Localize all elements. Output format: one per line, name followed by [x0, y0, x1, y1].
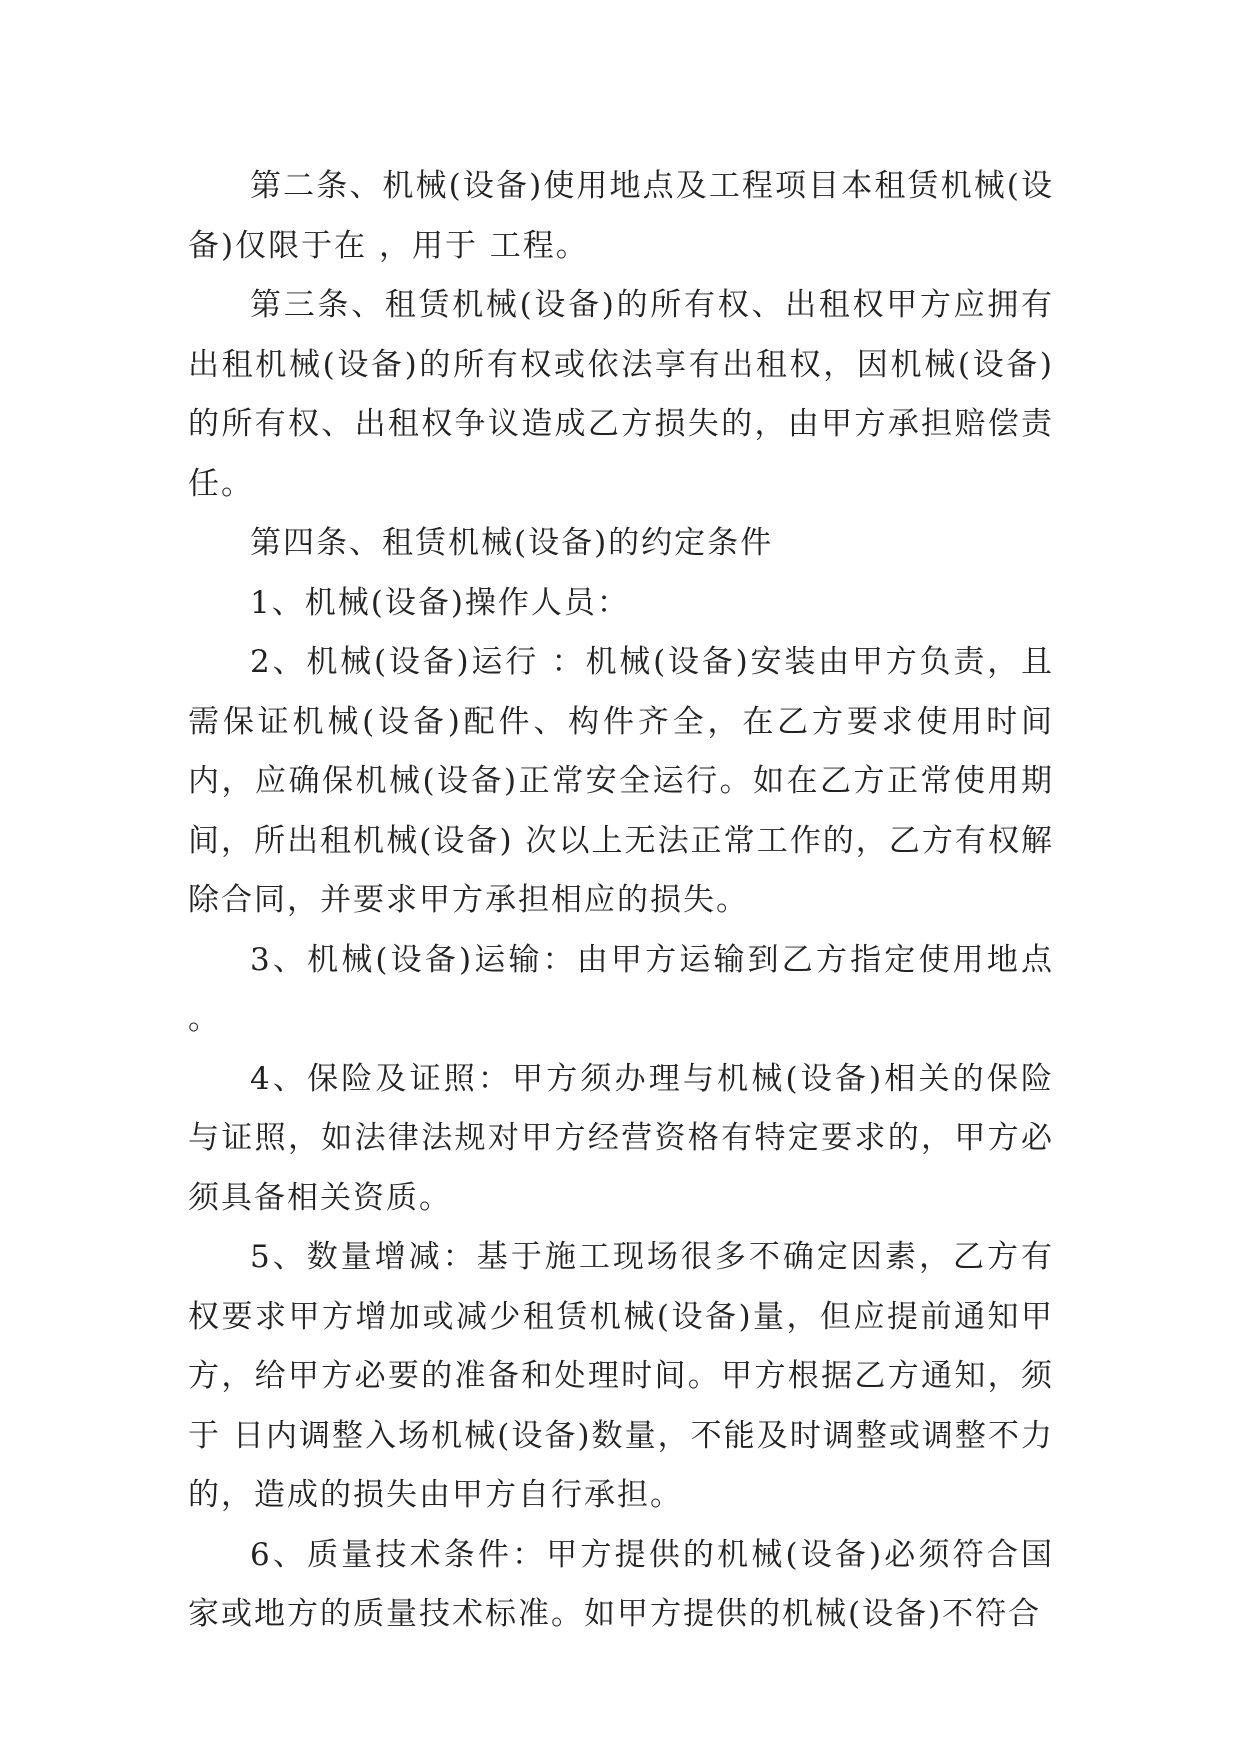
clause-5-quantity: 5、数量增减：基于施工现场很多不确定因素，乙方有权要求甲方增加或减少租赁机械(设备)量，但应提前通知甲方，给甲方必要的准备和处理时间。甲方根据乙方通知，须于 日内调整入场机械(设备)数量，不能及时调整或调整不力的，造成的损失由甲方自行承担。: [188, 1239, 1054, 1513]
document-body: [188, 157, 1054, 1645]
clause-6-quality: 6、质量技术条件：甲方提供的机械(设备)必须符合国家或地方的质量技术标准。如甲方提供的机械(设备)不符合: [188, 1536, 1054, 1632]
clause-4-insurance: 4、保险及证照：甲方须办理与机械(设备)相关的保险与证照，如法律法规对甲方经营资格有特定要求的，甲方必须具备相关资质。: [188, 1060, 1054, 1216]
clause-1-operators: 1、机械(设备)操作人员：: [250, 584, 630, 621]
clause-3-transport: 3、机械(设备)运输：由甲方运输到乙方指定使用地点 。: [188, 941, 1054, 1037]
article-2-paragraph: 第二条、机械(设备)使用地点及工程项目本租赁机械(设备)仅限于在 ，用于 工程。: [188, 168, 1054, 264]
article-4-heading: 第四条、租赁机械(设备)的约定条件: [250, 525, 774, 561]
clause-2-operation: 2、机械(设备)运行 ：机械(设备)安装由甲方负责，且需保证机械(设备)配件、构件齐全，在乙方要求使用时间内，应确保机械(设备)正常安全运行。如在乙方正常使用期间，所出租机械(设备) 次以上无法正常工作的，乙方有权解除合同，并要求甲方承担相应的损失。: [188, 644, 1054, 918]
article-3-paragraph: 第三条、租赁机械(设备)的所有权、出租权甲方应拥有出租机械(设备)的所有权或依法享有出租权，因机械(设备)的所有权、出租权争议造成乙方损失的，由甲方承担赔偿责任。: [188, 287, 1054, 502]
